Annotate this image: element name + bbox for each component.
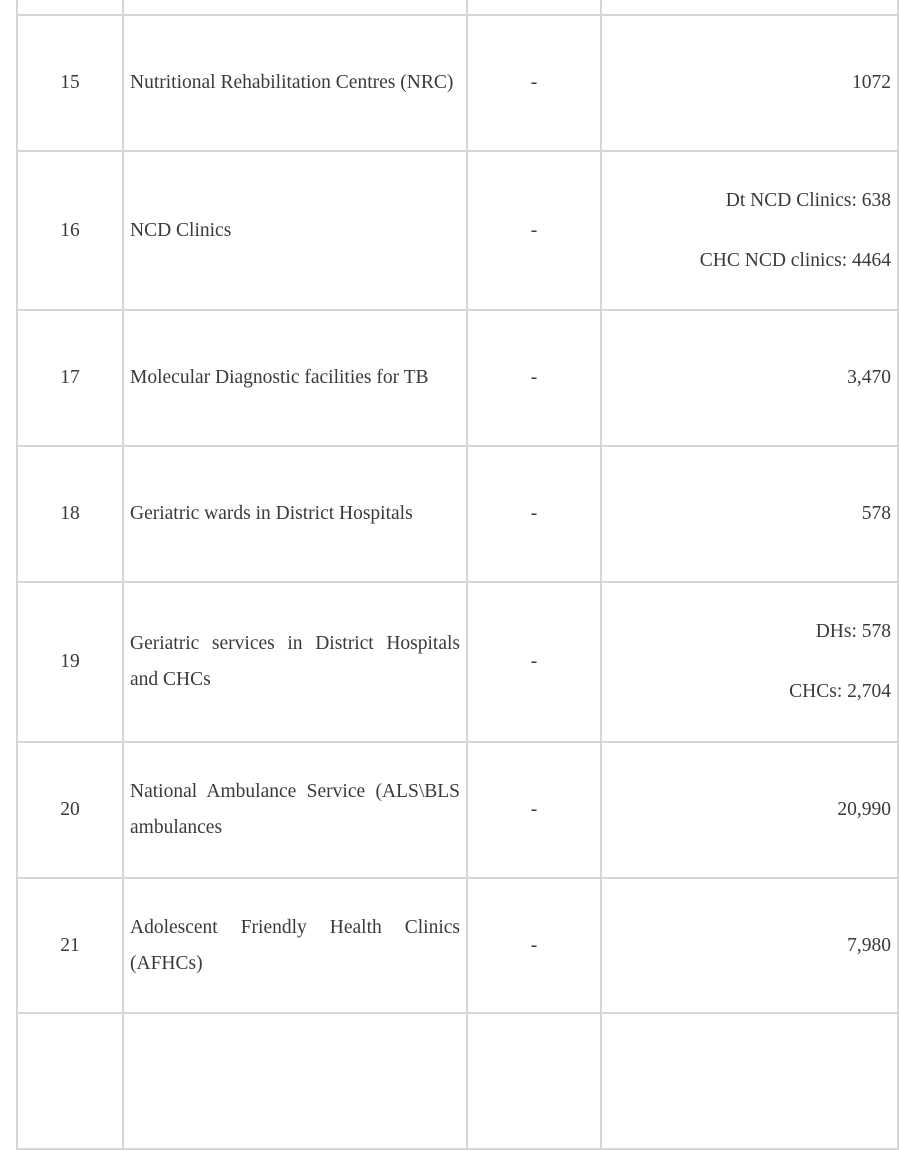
serial-number-cell: 17 <box>17 310 123 446</box>
baseline-cell <box>467 1013 601 1149</box>
table-row <box>17 310 898 446</box>
baseline-cell <box>467 0 601 15</box>
table-row <box>17 582 898 742</box>
serial-number-cell <box>17 1013 123 1149</box>
count-line: CHCs: 2,704 <box>789 681 891 702</box>
facility-name-cell: Geriatric wards in District Hospitals <box>123 446 467 582</box>
count-cell: 1072 <box>601 15 898 151</box>
count-line: Dt NCD Clinics: 638 <box>725 189 891 211</box>
count-cell <box>601 0 898 15</box>
facility-name-cell: National Ambulance Service (ALS\BLS ambulances <box>123 742 467 878</box>
health-facilities-table <box>16 0 899 1150</box>
count-cell <box>601 582 898 742</box>
table-row <box>17 446 898 582</box>
facility-name-cell: Adolescent Friendly Health Clinics (AFHCs) <box>123 878 467 1013</box>
baseline-cell: - <box>467 15 601 151</box>
table-row <box>17 151 898 310</box>
baseline-cell: - <box>467 742 601 878</box>
table-row <box>17 1013 898 1149</box>
serial-number-cell: 15 <box>17 15 123 151</box>
table-row <box>17 15 898 151</box>
baseline-cell: - <box>467 310 601 446</box>
count-line: DHs: 578 <box>815 621 891 642</box>
baseline-cell: - <box>467 446 601 582</box>
baseline-cell: - <box>467 582 601 742</box>
serial-number-cell: 16 <box>17 151 123 310</box>
spacer <box>602 219 891 243</box>
facility-name-cell: Nutritional Rehabilitation Centres (NRC) <box>123 15 467 151</box>
serial-number-cell: 18 <box>17 446 123 582</box>
count-line: CHC NCD clinics: 4464 <box>699 249 891 271</box>
serial-number-cell: 19 <box>17 582 123 742</box>
serial-number-cell <box>17 0 123 15</box>
count-cell: 7,980 <box>601 878 898 1013</box>
table-row <box>17 742 898 878</box>
count-cell <box>601 1013 898 1149</box>
count-cell: 20,990 <box>601 742 898 878</box>
baseline-cell: - <box>467 878 601 1013</box>
serial-number-cell: 21 <box>17 878 123 1013</box>
facility-name-cell: NCD Clinics <box>123 151 467 310</box>
count-cell <box>601 151 898 310</box>
spacer <box>602 650 891 674</box>
table-row <box>17 878 898 1013</box>
count-cell: 3,470 <box>601 310 898 446</box>
facility-name-cell <box>123 1013 467 1149</box>
facility-name-cell <box>123 0 467 15</box>
table-row <box>17 0 898 15</box>
serial-number-cell: 20 <box>17 742 123 878</box>
facility-name-cell: Geriatric services in District Hospitals and CHCs <box>123 582 467 742</box>
facility-name-cell: Molecular Diagnostic facilities for TB <box>123 310 467 446</box>
baseline-cell: - <box>467 151 601 310</box>
count-cell: 578 <box>601 446 898 582</box>
